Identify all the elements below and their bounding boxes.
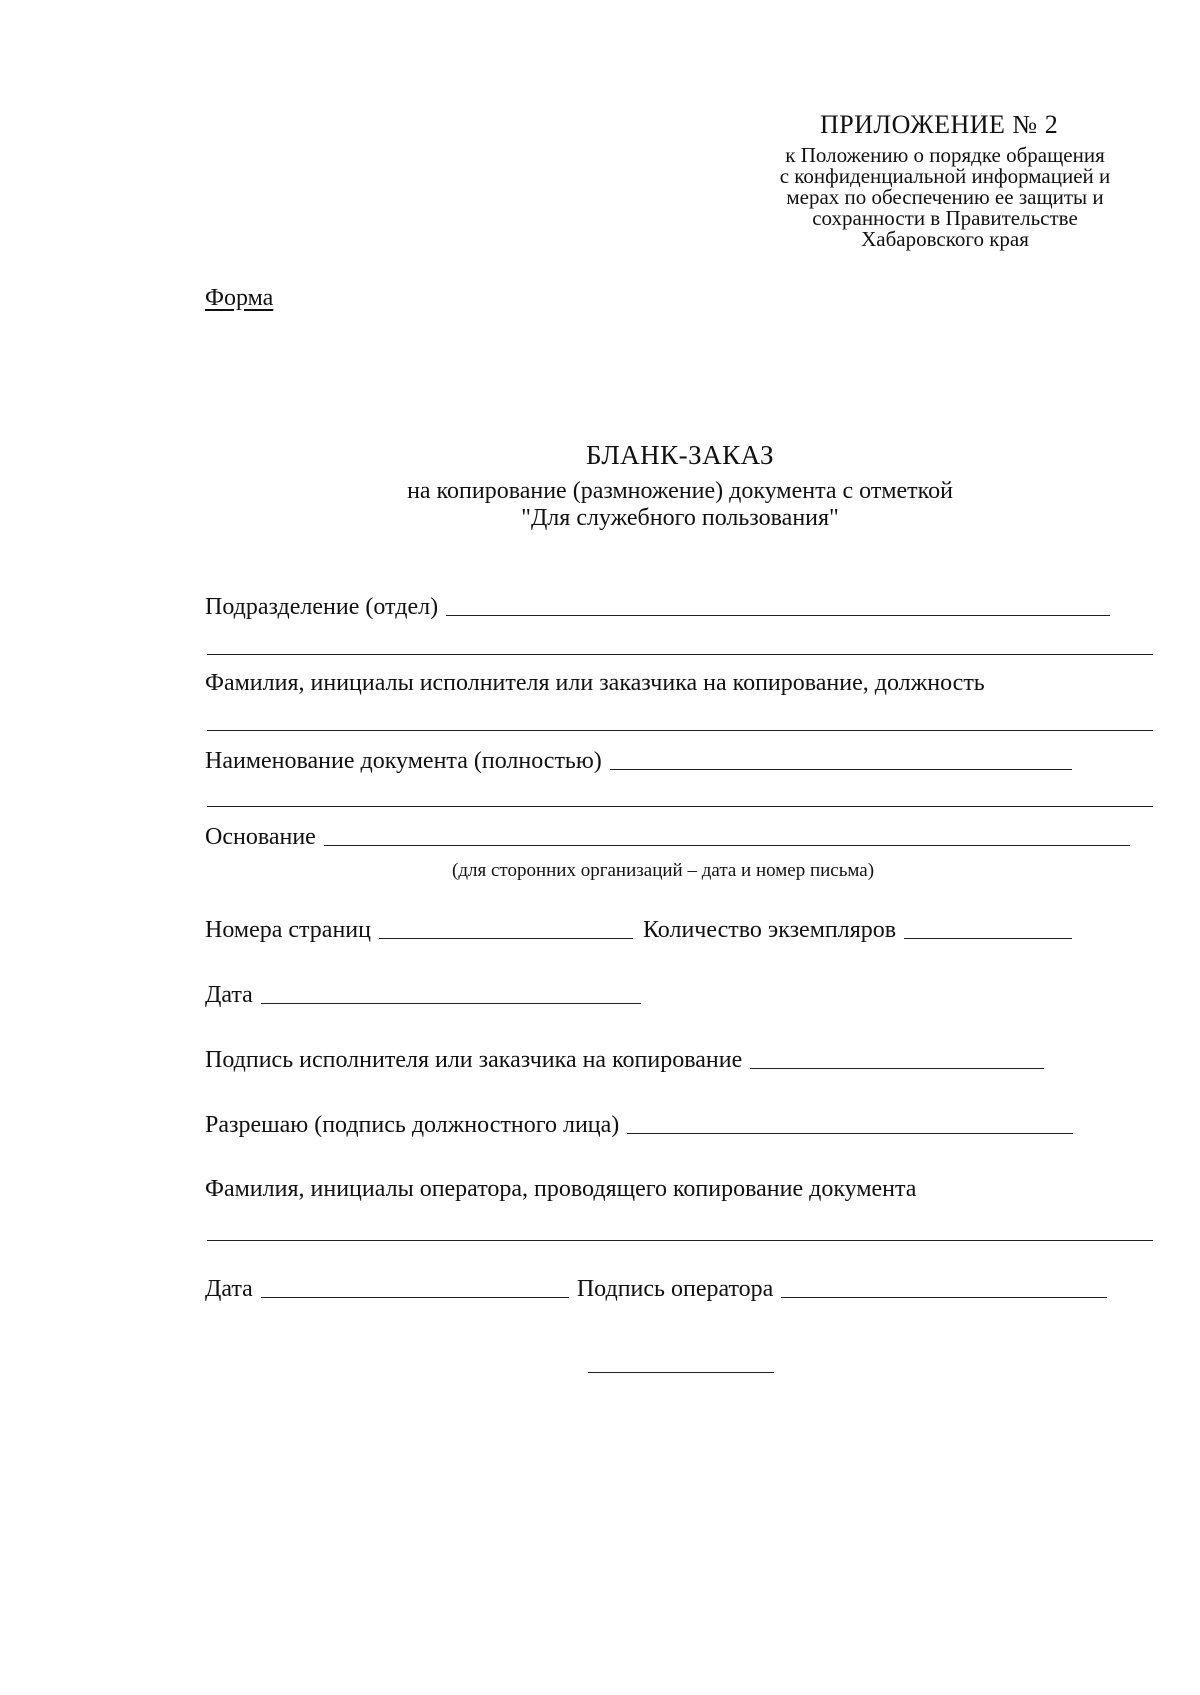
- end-separator: [588, 1372, 774, 1373]
- appendix-line: сохранности в Правительстве: [812, 206, 1078, 230]
- appendix-reference: [735, 145, 1155, 250]
- appendix-line: мерах по обеспечению ее защиты и: [786, 185, 1104, 209]
- date-row: [205, 982, 641, 1009]
- executor-signature-label: Подпись исполнителя или заказчика на копирование: [205, 1047, 743, 1073]
- copies-count-field[interactable]: [904, 938, 1072, 939]
- document-name-label: Наименование документа (полностью): [205, 748, 602, 774]
- permission-row: [205, 1112, 1073, 1139]
- basis-field[interactable]: [324, 845, 1130, 846]
- page-numbers-label: Номера страниц: [205, 917, 371, 943]
- operator-date-signature-row: [205, 1276, 1107, 1303]
- permission-label: Разрешаю (подпись должностного лица): [205, 1112, 620, 1138]
- appendix-line: Хабаровского края: [861, 227, 1029, 251]
- document-name-row: [205, 748, 1072, 775]
- appendix-title: ПРИЛОЖЕНИЕ № 2: [820, 110, 1059, 139]
- basis-row: [205, 824, 1130, 851]
- division-field-continued[interactable]: [207, 654, 1153, 655]
- executor-signature-field[interactable]: [750, 1068, 1044, 1069]
- document-name-field[interactable]: [610, 769, 1072, 770]
- operator-signature-label: Подпись оператора: [576, 1276, 774, 1302]
- document-subtitle: [0, 478, 1200, 532]
- operator-date-label: Дата: [205, 1276, 253, 1302]
- executor-name-field[interactable]: [207, 730, 1153, 731]
- operator-name-label: Фамилия, инициалы оператора, проводящего копирование документа: [205, 1176, 917, 1202]
- executor-name-label: Фамилия, инициалы исполнителя или заказчика на копирование, должность: [205, 670, 985, 696]
- pages-copies-row: [205, 917, 1072, 944]
- page-numbers-field[interactable]: [379, 938, 633, 939]
- executor-name-row: [205, 670, 985, 697]
- document-name-field-continued[interactable]: [207, 806, 1153, 807]
- operator-signature-field[interactable]: [781, 1297, 1107, 1298]
- division-label: Подразделение (отдел): [205, 594, 439, 620]
- operator-name-field[interactable]: [207, 1240, 1153, 1241]
- subtitle-line: на копирование (размножение) документа с отметкой: [407, 478, 953, 504]
- operator-date-field[interactable]: [261, 1297, 569, 1298]
- form-label: Форма: [205, 285, 274, 311]
- executor-signature-row: [205, 1047, 1044, 1074]
- document-title: БЛАНК-ЗАКАЗ: [585, 440, 775, 470]
- division-row: [205, 594, 1110, 621]
- appendix-line: к Положению о порядке обращения: [785, 143, 1105, 167]
- basis-label: Основание: [205, 824, 316, 850]
- date-label: Дата: [205, 982, 253, 1008]
- permission-signature-field[interactable]: [627, 1133, 1073, 1134]
- date-field[interactable]: [261, 1003, 641, 1004]
- appendix-line: с конфиденциальной информацией и: [779, 164, 1111, 188]
- operator-name-row: [205, 1176, 916, 1203]
- basis-hint: (для сторонних организаций – дата и номер письма): [452, 860, 875, 881]
- subtitle-line: "Для служебного пользования": [521, 505, 839, 531]
- division-field[interactable]: [446, 615, 1110, 616]
- copies-count-label: Количество экземпляров: [642, 917, 897, 943]
